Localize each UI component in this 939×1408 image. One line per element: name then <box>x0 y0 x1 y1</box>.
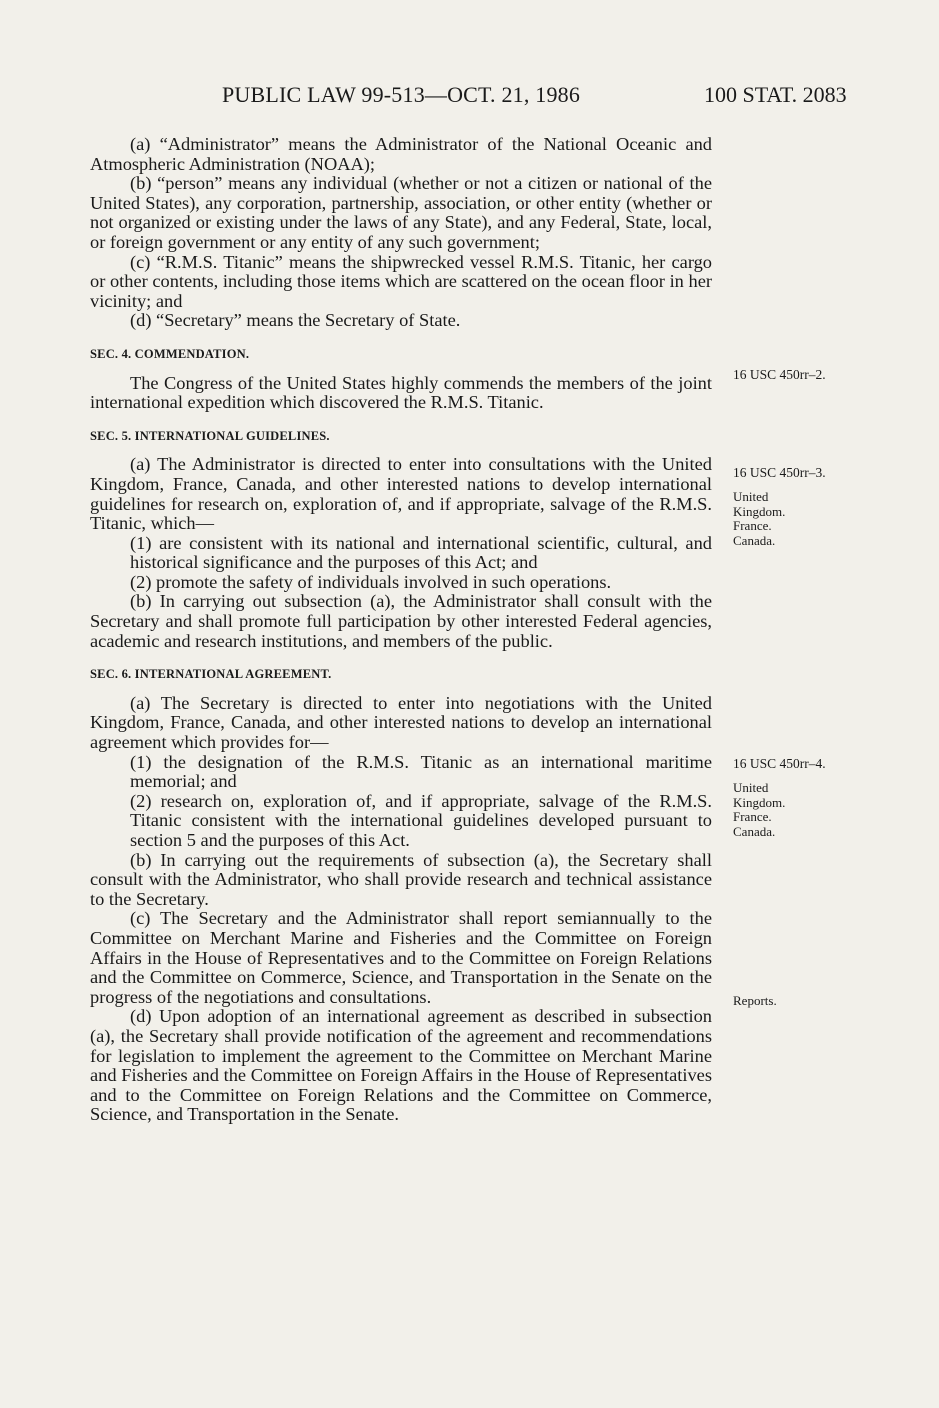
section-5-a-2: (2) promote the safety of individuals involved in such operations. <box>130 571 612 592</box>
section-4-heading: SEC. 4. COMMENDATION. <box>90 346 250 361</box>
definition-c: (c) “R.M.S. Titanic” means the shipwrecked vessel R.M.S. Titanic, her cargo or other contents, including those items which are scattered on the ocean floor in her vicinity; and <box>90 251 712 311</box>
definition-a: (a) “Administrator” means the Administrator of the National Oceanic and Atmospheric Administration (NOAA); <box>90 134 712 174</box>
margin-note-line: France. <box>733 809 772 825</box>
margin-note-line: United <box>733 489 769 504</box>
section-6-c: (c) The Secretary and the Administrator shall report semiannually to the Committee on Merchant Marine and Fisheries and the Committee on Foreign Affairs in the House of Representatives and to the Committee on Foreign Relations and the Committee on Commerce, Science, and Transportation in the Senate on the progress of the negotiations and consultations. <box>90 908 712 1007</box>
margin-note-line: Canada. <box>733 532 776 548</box>
margin-note-line: Canada. <box>733 823 776 839</box>
margin-note-line: United <box>733 780 769 795</box>
section-5-margin-note <box>733 490 913 548</box>
section-6-heading: SEC. 6. INTERNATIONAL AGREEMENT. <box>90 667 332 682</box>
section-5-b: (b) In carrying out subsection (a), the Administrator shall consult with the Secretary and shall promote full participation by other interested Federal agencies, academic and research institutions, and members of the public. <box>90 591 712 651</box>
section-5-heading: SEC. 5. INTERNATIONAL GUIDELINES. <box>90 428 330 443</box>
section-4-citation: 16 USC 450rr–2. <box>733 367 826 382</box>
section-6-a: (a) The Secretary is directed to enter into negotiations with the United Kingdom, France, Canada, and other interested nations to develop an international agreement which provides for— <box>90 692 712 753</box>
section-6-a-1: (1) the designation of the R.M.S. Titanic as an international maritime memorial; and <box>130 751 712 792</box>
definition-b: (b) “person” means any individual (whether or not a citizen or national of the United States), any corporation, partnership, association, or other entity (whether or not organized or existing under the laws of any State), and any Federal, State, local, or foreign government or any entity of any such government; <box>90 173 712 252</box>
section-6-citation: 16 USC 450rr–4. <box>733 756 826 771</box>
margin-note-line: Kingdom. <box>733 794 786 810</box>
margin-note-line: Kingdom. <box>733 503 786 519</box>
section-6-a-2: (2) research on, exploration of, and if appropriate, salvage of the R.M.S. Titanic consistent with the international guidelines developed pursuant to section 5 and the purposes of this Act. <box>130 790 712 850</box>
section-6-d: (d) Upon adoption of an international agreement as described in subsection (a), the Secretary shall provide notification of the agreement and recommendations for legislation to implement the agreement to the Committee on Merchant Marine and Fisheries and the Committee on Foreign Affairs in the House of Representatives and to the Committee on Foreign Relations and the Committee on Commerce, Science, and Transportation in the Senate. <box>90 1006 712 1125</box>
section-5-citation: 16 USC 450rr–3. <box>733 465 826 480</box>
section-5-a-1: (1) are consistent with its national and international scientific, cultural, and historical significance and the purposes of this Act; and <box>130 532 712 573</box>
section-6-margin-note <box>733 781 913 839</box>
section-6-b: (b) In carrying out the requirements of subsection (a), the Secretary shall consult with the Administrator, who shall provide research and technical assistance to the Secretary. <box>90 849 712 909</box>
reports-margin-note: Reports. <box>733 993 777 1008</box>
law-text <box>90 135 712 1125</box>
page-header <box>0 82 939 122</box>
page-title: PUBLIC LAW 99-513—OCT. 21, 1986 <box>222 82 581 107</box>
statute-page-number: 100 STAT. 2083 <box>704 82 847 107</box>
margin-note-line: France. <box>733 518 772 534</box>
section-5-a: (a) The Administrator is directed to enter into consultations with the United Kingdom, France, Canada, and other interested nations to develop international guidelines for research on, exploration of, and if appropriate, salvage of the R.M.S. Titanic, which— <box>90 454 712 534</box>
section-4-text: The Congress of the United States highly commends the members of the joint international expedition which discovered the R.M.S. Titanic. <box>90 372 712 413</box>
definition-d: (d) “Secretary” means the Secretary of State. <box>130 310 461 331</box>
